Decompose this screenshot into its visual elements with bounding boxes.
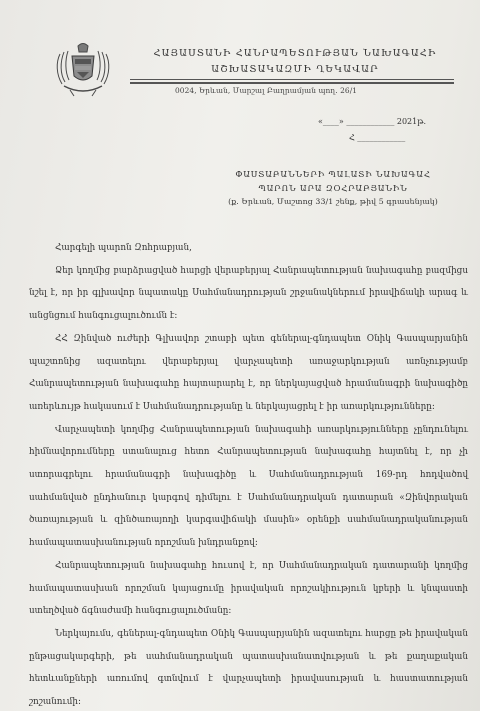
salutation: Հարգելի պարոն Զոհրաբյան,: [55, 243, 192, 253]
issuer-address: 0024, Երևան, Մարշալ Բաղրամյան պող. 26/1: [175, 86, 358, 95]
recipient-address: (ք. Երևան, Մաշտոց 33/1 շենք, թիվ 5 գրասենյակ): [228, 197, 438, 207]
recipient-title: ՓԱՍՏԱԲԱՆՆԵՐԻ ՊԱԼԱՏԻ ՆԱԽԱԳԱՀ: [235, 169, 431, 179]
paragraph-5: Ներկայումս, գեներալ-գնդապետ Օնիկ Գասպարյանին ազատելու հարցը թե իրավական ընթացակարգերի, թե սահմանադրական պատասխանատվության և թե քաղաքական հետևանքների առումով գտնվում է վարչապետի իրավասության և հաստատության շոշանումի:: [29, 628, 468, 708]
org-line-1: ՀԱՅԱՍՏԱՆԻ ՀԱՆՐԱՊԵՏՈՒԹՅԱՆ ՆԱԽԱԳԱՀԻ: [153, 48, 437, 59]
issuer-organization: [130, 46, 460, 78]
org-line-2: ԱՇԽԱՏԱԿԱԶՄԻ ՂԵԿԱՎԱՐ: [211, 64, 379, 75]
reference-number-field: Հ ____________: [349, 133, 406, 142]
armenian-coat-of-arms-icon: [52, 40, 114, 100]
letter-body: [29, 237, 468, 711]
recipient-block: [198, 168, 468, 209]
paragraph-2: ՀՀ Զինված ուժերի Գլխավոր շտաբի պետ գեներալ-գնդապետ Օնիկ Գասպարյանին պաշտոնից ազատելու վերաբերյալ վարչապետի առաջարկության առնչությամբ Հանրապետության նախագահը հայտարարել է, որ ներկայացված հրամանագրի նախագիծը առերևույթ հակասում է Սահմանադրությանը և ներկայացրել է իր առարկությունները:: [29, 333, 468, 412]
header-divider-thin: [130, 79, 454, 80]
paragraph-1: Ձեր կողմից բարձրացված հարցի վերաբերյալ Հանրապետության նախագահը բազմիցս նշել է, որ իր գլխավոր նպատակը Սահմանադրության շրջանակներում իրավիճակի արագ և անցնցում հանգուցալուծումն է:: [29, 265, 468, 322]
date-field: «____» ____________ 2021թ.: [318, 117, 427, 126]
paragraph-4: Հանրապետության նախագահը հուսով է, որ Սահմանադրական դատարանի կողմից համապատասխան որոշման կայացումը իրավական որոշակիություն կբերի և կնպաստի ստեղծված ճգնաժամի հանգուցալուծմանը:: [29, 560, 468, 617]
header-divider-thick: [130, 82, 454, 84]
recipient-name: ՊԱՐՈՆ ԱՐԱ ԶՕՀՐԱԲՅԱՆԻՆ: [258, 182, 408, 193]
paragraph-3: Վարչապետի կողմից Հանրապետության նախագահի առարկությունները չընդունելու հիմնավորումները ստանալուց հետո Հանրապետության նախագահը հայտնել է, որ չի ստորագրելու հրամանագրի նախագիծը և Սահմանադրության 169-րդ հոդվածով սահմանված ընդհանուր կարգով դիմելու է Սահմանադրական դատարան «Զինվորական ծառայության և զինծառայողի կարգավիճակի մասին» օրենքի սահմանադրականության համապատասխանության որոշման խնդրանքով:: [29, 424, 468, 549]
